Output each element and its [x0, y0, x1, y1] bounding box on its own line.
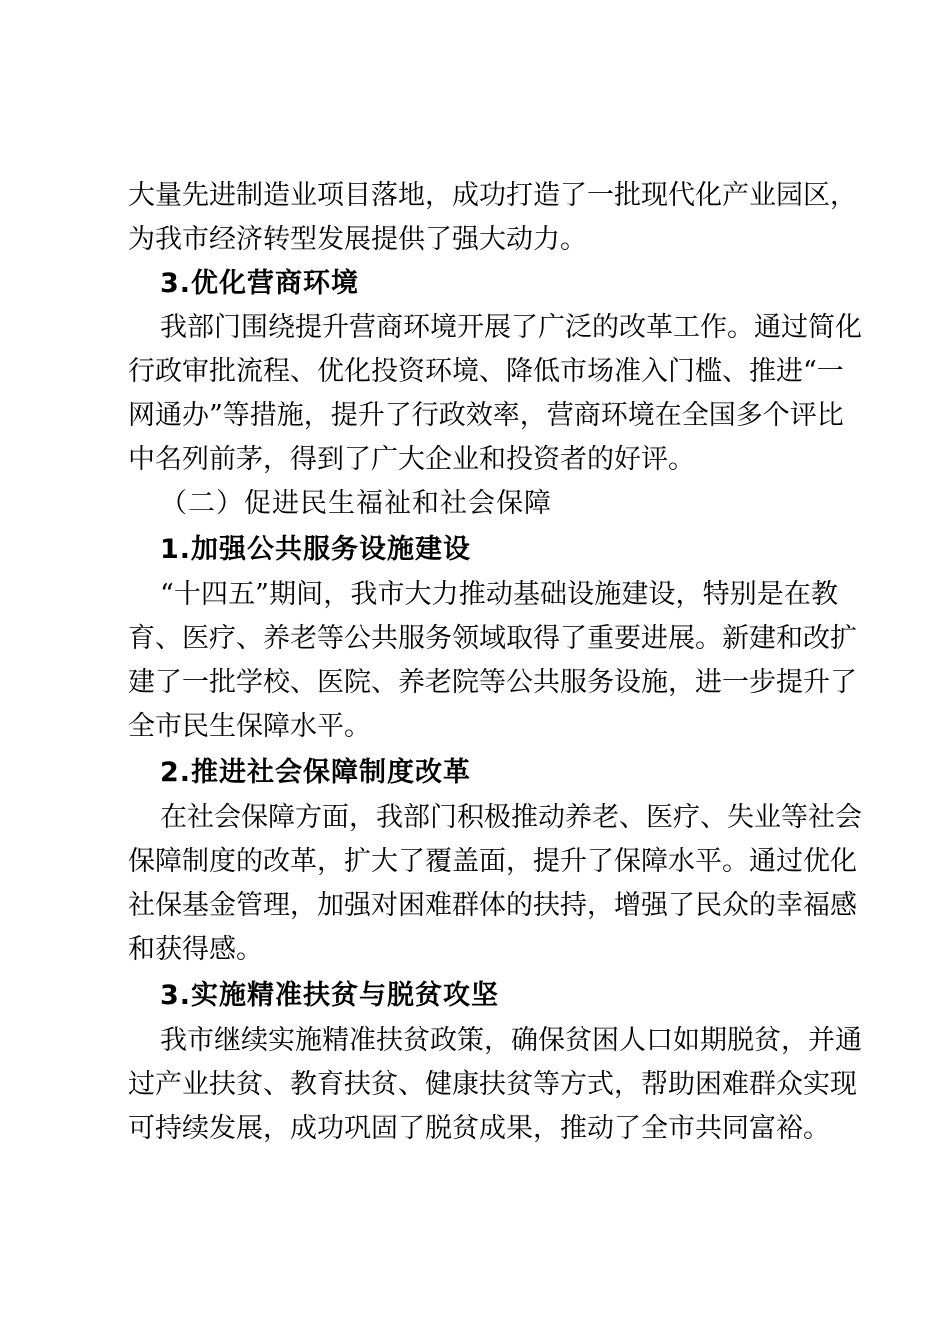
- part-heading: （二）促进民生福祉和社会保障: [160, 488, 552, 519]
- section-heading: 2.推进社会保障制度改革: [160, 757, 472, 788]
- paragraph-line: 全市民生保障水平。: [128, 711, 371, 742]
- paragraph-line: 社保基金管理，加强对困难群体的扶持，增强了民众的幸福感: [128, 890, 857, 921]
- paragraph-line: 建了一批学校、医院、养老院等公共服务设施，进一步提升了: [128, 667, 857, 698]
- paragraph-line: 和获得感。: [128, 934, 263, 965]
- paragraph-line: 我部门围绕提升营商环境开展了广泛的改革工作。通过简化: [160, 312, 862, 343]
- paragraph-line: 在社会保障方面，我部门积极推动养老、医疗、失业等社会: [160, 802, 862, 833]
- paragraph-line: 我市继续实施精准扶贫政策，确保贫困人口如期脱贫，并通: [160, 1025, 862, 1056]
- paragraph-line: 大量先进制造业项目落地，成功打造了一批现代化产业园区，: [128, 180, 857, 211]
- paragraph-line: 行政审批流程、优化投资环境、降低市场准入门槛、推进“一: [128, 356, 844, 387]
- paragraph-line: “十四五”期间，我市大力推动基础设施建设，特别是在教: [160, 579, 838, 610]
- section-heading: 3.优化营商环境: [160, 268, 360, 299]
- paragraph-line: 过产业扶贫、教育扶贫、健康扶贫等方式，帮助困难群众实现: [128, 1069, 857, 1100]
- paragraph-line: 为我市经济转型发展提供了强大动力。: [128, 224, 587, 255]
- paragraph-line: 网通办”等措施，提升了行政效率，营商环境在全国多个评比: [128, 400, 844, 431]
- paragraph-line: 可持续发展，成功巩固了脱贫成果，推动了全市共同富裕。: [128, 1113, 830, 1144]
- paragraph-line: 保障制度的改革，扩大了覆盖面，提升了保障水平。通过优化: [128, 846, 857, 877]
- section-heading: 1.加强公共服务设施建设: [160, 534, 472, 565]
- paragraph-line: 育、医疗、养老等公共服务领域取得了重要进展。新建和改扩: [128, 623, 857, 654]
- paragraph-line: 中名列前茅，得到了广大企业和投资者的好评。: [128, 444, 695, 475]
- section-heading: 3.实施精准扶贫与脱贫攻坚: [160, 980, 500, 1011]
